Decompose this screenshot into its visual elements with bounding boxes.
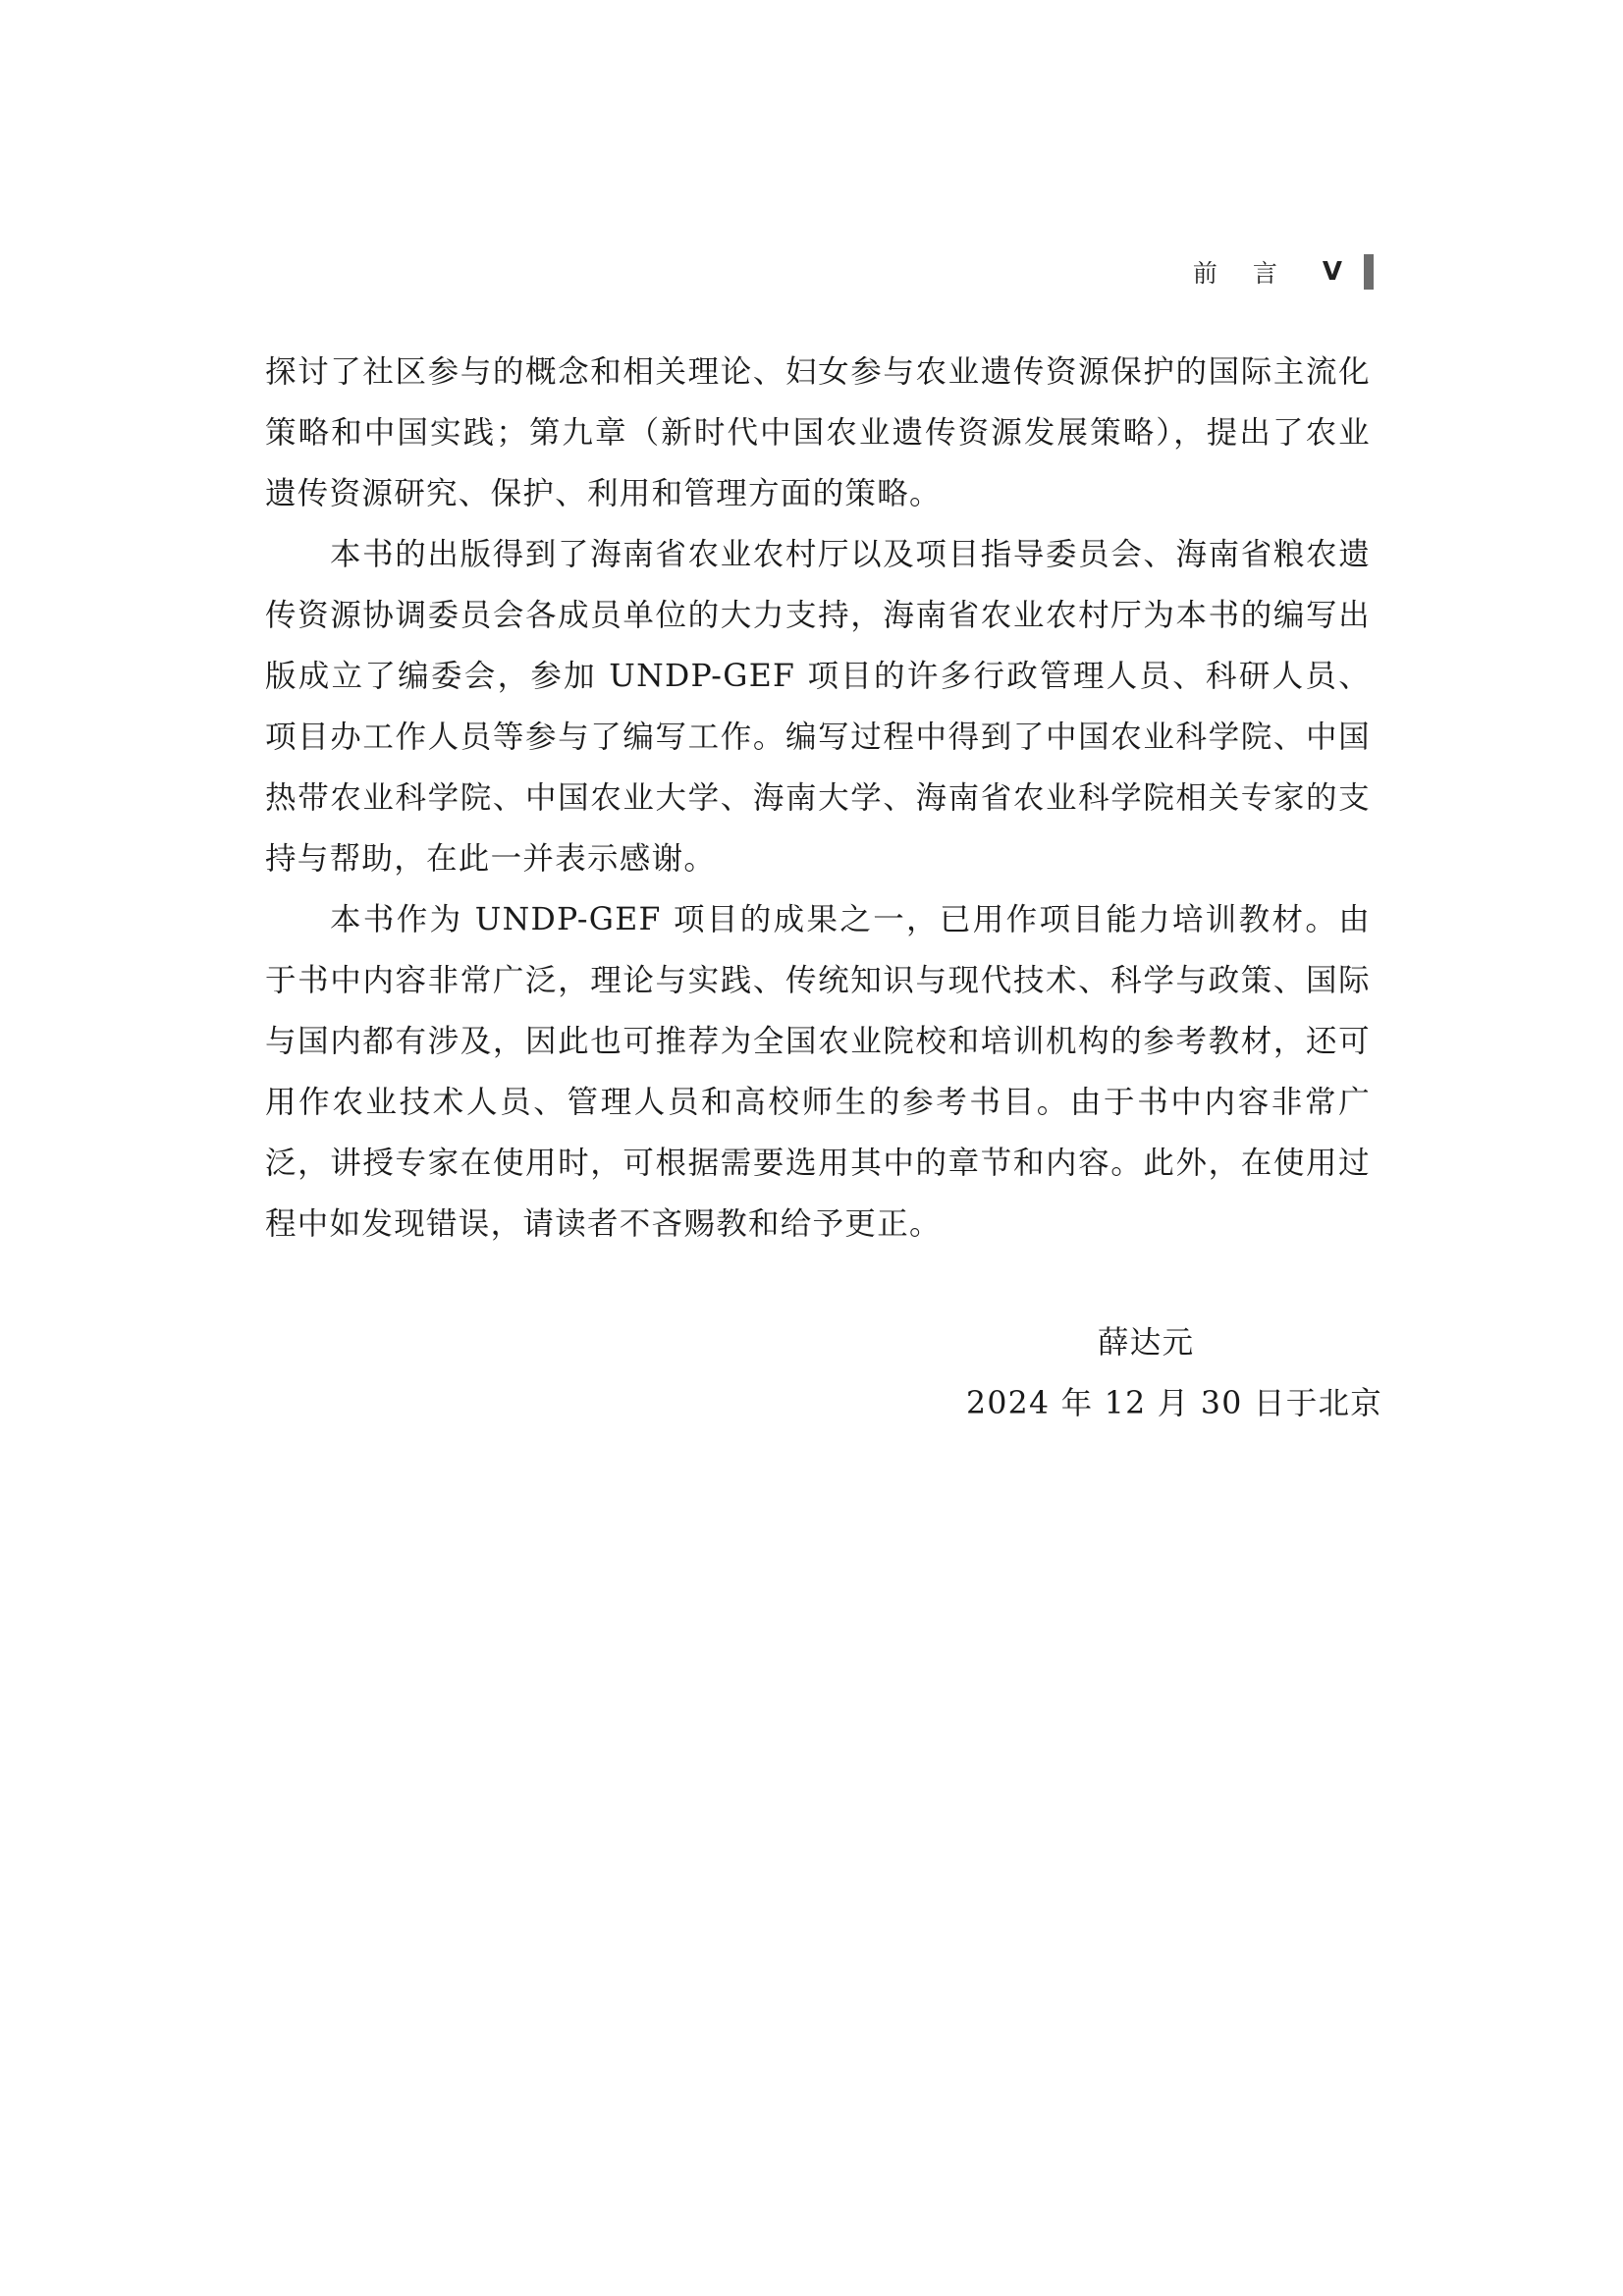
paragraph-acknowledgements: 本书的出版得到了海南省农业农村厅以及项目指导委员会、海南省粮农遗传资源协调委员会各成员单位的大力支持，海南省农业农村厅为本书的编写出版成立了编委会，参加 UNDP-GEF 项目的许多行政管理人员、科研人员、项目办工作人员等参与了编写工作。编写过程中得到了中国农业科学院、中国热带农业科学院、中国农业大学、海南大学、海南省农业科学院相关专家的支持与帮助，在此一并表示感谢。	[265, 537, 1371, 877]
running-head-title: 前 言	[1192, 259, 1291, 288]
running-head	[1193, 253, 1374, 291]
signature-date-place: 2024 年 12 月 30 日于北京	[966, 1386, 1383, 1421]
body-text	[265, 342, 1371, 1255]
running-head-bar	[1364, 254, 1374, 290]
page-number: V	[1322, 257, 1342, 287]
paragraph-usage: 本书作为 UNDP-GEF 项目的成果之一，已用作项目能力培训教材。由于书中内容非常广泛，理论与实践、传统知识与现代技术、科学与政策、国际与国内都有涉及，因此也可推荐为全国农业院校和培训机构的参考教材，还可用作农业技术人员、管理人员和高校师生的参考书目。由于书中内容非常广泛，讲授专家在使用时，可根据需要选用其中的章节和内容。此外，在使用过程中如发现错误，请读者不吝赐教和给予更正。	[265, 902, 1371, 1242]
signature-author: 薛达元	[1098, 1325, 1195, 1361]
paragraph-continued: 探讨了社区参与的概念和相关理论、妇女参与农业遗传资源保护的国际主流化策略和中国实践；第九章（新时代中国农业遗传资源发展策略），提出了农业遗传资源研究、保护、利用和管理方面的策略。	[265, 354, 1371, 511]
